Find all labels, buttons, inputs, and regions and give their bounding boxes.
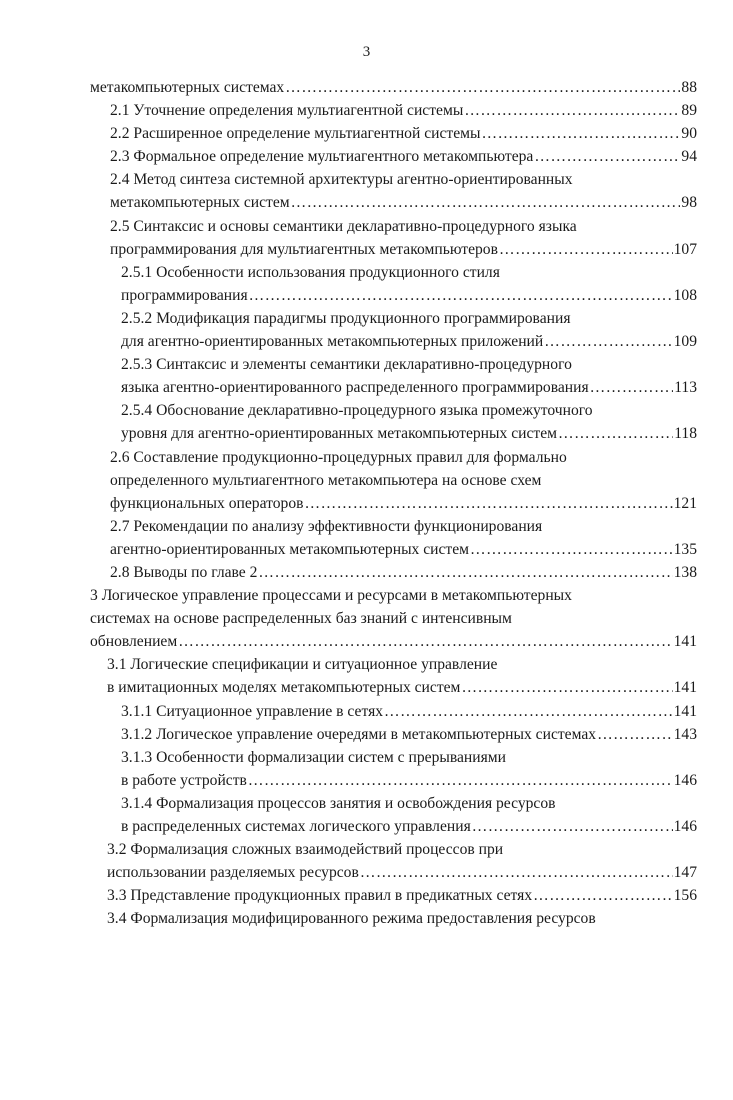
toc-entry-title: 2.2 Расширенное определение мультиагентной системы <box>110 125 481 143</box>
toc-entry <box>0 353 733 376</box>
toc-entry-title: 2.7 Рекомендации по анализу эффективности функционирования <box>110 517 543 535</box>
toc-entry-title: 2.4 Метод синтеза системной архитектуры агентно-ориентированных <box>110 171 573 189</box>
toc-entry <box>0 122 733 145</box>
dot-leader <box>558 422 673 445</box>
toc-entry <box>0 515 733 538</box>
toc-page-number: 141 <box>673 633 697 651</box>
toc-entry <box>0 861 733 884</box>
toc-entry-title: для агентно-ориентированных метакомпьютерных приложений <box>121 333 544 351</box>
toc-entry-leader <box>121 422 697 445</box>
toc-entry-leader <box>121 330 697 353</box>
toc-entry-title: 2.5 Синтаксис и основы семантики декларативно-процедурного языка <box>110 217 577 235</box>
toc-entry <box>0 422 733 445</box>
dot-leader <box>258 561 672 584</box>
toc-entry-leader <box>110 145 697 168</box>
dot-leader <box>178 630 672 653</box>
dot-leader <box>499 238 673 261</box>
toc-entry-title: 2.6 Составление продукционно-процедурных правил для формально <box>110 448 567 466</box>
toc-entry-title: метакомпьютерных системах <box>90 79 285 96</box>
dot-leader <box>590 376 674 399</box>
toc-entry <box>0 630 733 653</box>
toc-entry <box>0 376 733 399</box>
toc-page-number: 143 <box>673 725 697 743</box>
toc-entry <box>0 284 733 307</box>
toc-entry <box>0 792 733 815</box>
toc-entry-leader <box>121 769 697 792</box>
toc-entry-title: языка агентно-ориентированного распределенного программирования <box>121 379 589 397</box>
toc-page-number: 141 <box>673 679 697 697</box>
dot-leader <box>304 492 672 515</box>
dot-leader <box>360 861 673 884</box>
toc-entry <box>0 446 733 469</box>
toc-entry <box>0 215 733 238</box>
toc-entry-title: 3.4 Формализация модифицированного режима предоставления ресурсов <box>107 910 596 928</box>
toc-entry-title: 2.3 Формальное определение мультиагентного метакомпьютера <box>110 148 534 166</box>
toc-entry <box>0 700 733 723</box>
toc-entry-leader <box>107 676 697 699</box>
toc-entry <box>0 330 733 353</box>
toc-entry-leader <box>110 538 697 561</box>
toc-page-number: 108 <box>673 286 697 304</box>
toc-page-number: 88 <box>681 79 697 96</box>
toc-entry <box>0 99 733 122</box>
toc-entry <box>0 607 733 630</box>
toc-entry <box>0 676 733 699</box>
toc-entry-title: использовании разделяемых ресурсов <box>107 864 359 882</box>
toc-entry <box>0 191 733 214</box>
toc-entry-title: 3 Логическое управление процессами и ресурсами в метакомпьютерных <box>90 587 572 605</box>
toc-entry <box>0 168 733 191</box>
toc-entry-title: программирования для мультиагентных метакомпьютеров <box>110 240 498 258</box>
toc-entry <box>0 238 733 261</box>
dot-leader <box>384 700 673 723</box>
dot-leader <box>544 330 672 353</box>
toc-page-number: 109 <box>673 333 697 351</box>
toc-entry-title: 3.1 Логические спецификации и ситуационное управление <box>107 656 498 674</box>
toc-entry-title: обновлением <box>90 633 178 651</box>
toc-entry-title: метакомпьютерных систем <box>110 194 290 212</box>
toc-entry-leader <box>110 561 697 584</box>
toc-page-number: 147 <box>673 864 697 882</box>
toc-entry <box>0 723 733 746</box>
toc-page-number: 121 <box>673 494 697 512</box>
toc-entry-title: агентно-ориентированных метакомпьютерных систем <box>110 540 470 558</box>
dot-leader <box>285 76 680 99</box>
toc-entry-title: определенного мультиагентного метакомпьютера на основе схем <box>110 471 542 489</box>
toc-page-number: 94 <box>681 148 697 166</box>
toc-page-number: 138 <box>673 563 697 581</box>
toc-page-number: 90 <box>681 125 697 143</box>
toc-entry <box>0 584 733 607</box>
toc-entry <box>0 746 733 769</box>
toc-entry-leader <box>107 884 697 907</box>
toc-entry-leader <box>110 238 697 261</box>
toc-entry-title: функциональных операторов <box>110 494 304 512</box>
toc-entry-title: 3.1.2 Логическое управление очередями в метакомпьютерных системах <box>121 725 597 743</box>
toc-entry <box>0 261 733 284</box>
toc-entry <box>0 907 733 930</box>
toc-entry <box>0 653 733 676</box>
toc-entry <box>0 769 733 792</box>
toc-page-number: 98 <box>681 194 697 212</box>
dot-leader <box>461 676 672 699</box>
toc-entry-title: 3.3 Представление продукционных правил в предикатных сетях <box>107 887 533 905</box>
toc-entry-title: системах на основе распределенных баз знаний с интенсивным <box>90 610 512 628</box>
toc-page-number: 113 <box>674 379 697 397</box>
toc-entry-title: 2.5.1 Особенности использования продукционного стиля <box>121 263 500 281</box>
dot-leader <box>464 99 680 122</box>
toc-entry-leader <box>110 492 697 515</box>
toc-entry-leader <box>121 700 697 723</box>
table-of-contents <box>0 76 733 930</box>
dot-leader <box>291 191 681 214</box>
toc-entry-leader <box>107 861 697 884</box>
toc-entry-title: 2.8 Выводы по главе 2 <box>110 563 258 581</box>
toc-entry <box>0 815 733 838</box>
toc-entry-title: 2.1 Уточнение определения мультиагентной системы <box>110 102 464 120</box>
toc-entry-leader <box>90 630 697 653</box>
toc-page-number: 156 <box>673 887 697 905</box>
toc-entry-title: в работе устройств <box>121 771 247 789</box>
toc-entry-title: 2.5.2 Модификация парадигмы продукционного программирования <box>121 309 571 327</box>
toc-page-number: 135 <box>673 540 697 558</box>
toc-page-number: 107 <box>673 240 697 258</box>
dot-leader <box>534 145 680 168</box>
page-number: 3 <box>362 44 371 60</box>
toc-entry <box>0 76 733 99</box>
dot-leader <box>470 538 673 561</box>
toc-entry-leader <box>121 376 697 399</box>
toc-entry-title: 3.1.4 Формализация процессов занятия и освобождения ресурсов <box>121 794 556 812</box>
dot-leader <box>472 815 673 838</box>
toc-entry-title: 2.5.4 Обоснование декларативно-процедурного языка промежуточного <box>121 402 593 420</box>
toc-entry-title: 3.1.1 Ситуационное управление в сетях <box>121 702 384 720</box>
toc-entry <box>0 538 733 561</box>
toc-entry <box>0 561 733 584</box>
toc-entry-title: 2.5.3 Синтаксис и элементы семантики декларативно-процедурного <box>121 356 572 374</box>
toc-page-number: 89 <box>681 102 697 120</box>
toc-page-number: 118 <box>674 425 697 443</box>
toc-entry-leader <box>121 723 697 746</box>
toc-entry-leader <box>110 99 697 122</box>
dot-leader <box>249 284 673 307</box>
toc-entry <box>0 492 733 515</box>
dot-leader <box>533 884 672 907</box>
toc-entry-leader <box>121 284 697 307</box>
toc-entry-title: 3.1.3 Особенности формализации систем с прерываниями <box>121 748 506 766</box>
toc-entry-leader <box>110 122 697 145</box>
toc-entry <box>0 469 733 492</box>
toc-entry-title: 3.2 Формализация сложных взаимодействий процессов при <box>107 841 504 859</box>
toc-entry <box>0 145 733 168</box>
toc-entry-title: уровня для агентно-ориентированных метакомпьютерных систем <box>121 425 557 443</box>
toc-page-number: 146 <box>673 771 697 789</box>
toc-entry <box>0 884 733 907</box>
toc-entry-title: в распределенных системах логического управления <box>121 818 471 835</box>
toc-entry <box>0 399 733 422</box>
toc-entry <box>0 307 733 330</box>
toc-page-number: 141 <box>673 702 697 720</box>
dot-leader <box>248 769 673 792</box>
toc-entry-leader <box>90 76 697 99</box>
toc-page-number: 146 <box>673 818 697 835</box>
toc-entry <box>0 838 733 861</box>
toc-entry-title: программирования <box>121 286 248 304</box>
dot-leader <box>597 723 673 746</box>
toc-entry-leader <box>110 191 697 214</box>
toc-entry-title: в имитационных моделях метакомпьютерных систем <box>107 679 461 697</box>
dot-leader <box>481 122 680 145</box>
toc-entry-leader <box>121 815 697 838</box>
